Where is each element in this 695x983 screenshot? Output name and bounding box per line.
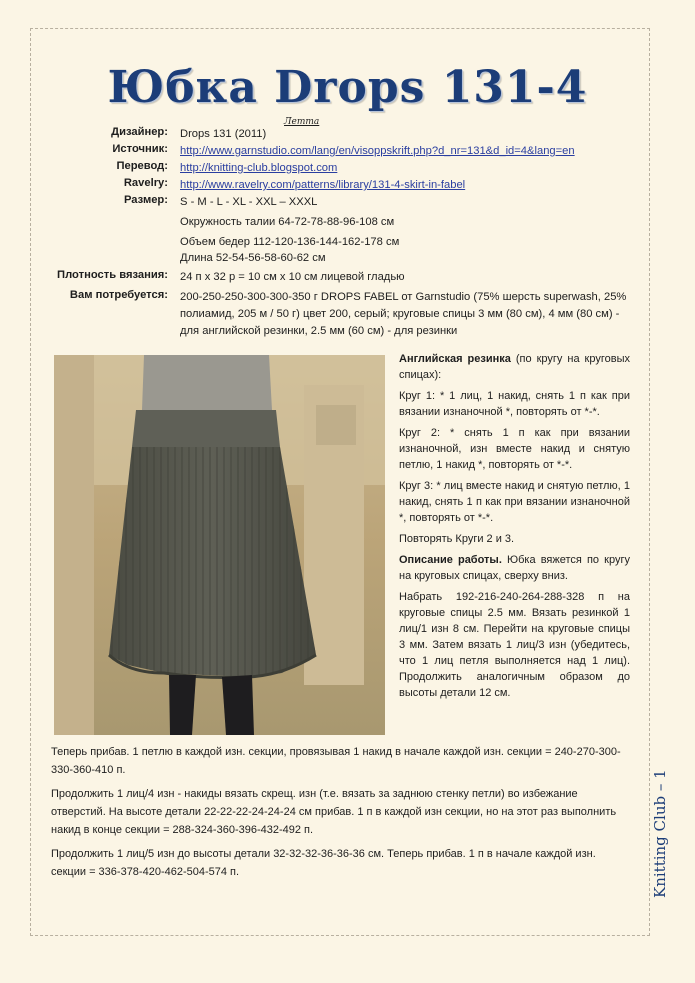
size-label: Размер:: [123, 194, 168, 206]
skirt-photo: [54, 355, 385, 735]
footer-brand: [651, 769, 669, 898]
top-shirt: [142, 355, 272, 410]
bottom-p3: Продолжить 1 лиц/5 изн до высоты детали 32-32-32-36-36-36 см. Теперь прибав. 1 п в начале каждой изн. секции = 336-378-420-462-504-574 п.: [51, 848, 596, 878]
left-leg: [169, 675, 196, 735]
round-1: Круг 1: * 1 лиц, 1 накид, снять 1 п как при вязании изнаночной *, повторять от *-*.: [399, 390, 630, 418]
author-note: Летта: [284, 117, 320, 127]
desc-text: Юбка вяжется по кругу на круговых спицах, сверху вниз.: [399, 554, 630, 582]
materials-label: Вам потребуется:: [69, 289, 168, 301]
hips-value: Объем бедер 112-120-136-144-162-178 см: [180, 236, 400, 248]
gauge-value: 24 п x 32 р = 10 см x 10 см лицевой гладью: [180, 271, 405, 283]
source-label: Источник:: [112, 143, 168, 155]
size-value: S - M - L - XL - XXL – XXXL: [180, 196, 318, 208]
designer-value: Drops 131 (2011): [180, 128, 267, 140]
rib-intro: (по кругу на круговых спицах):: [399, 353, 630, 381]
bottom-p1: Теперь прибав. 1 петлю в каждой изн. секции, провязывая 1 накид в начале каждой изн. секции = 240-270-300-330-360-410 п.: [51, 746, 621, 776]
bottom-instructions: [51, 743, 631, 887]
page-title: Юбка Drops 131-4: [107, 62, 588, 113]
round-3: Круг 3: * лиц вместе накид и снятую петлю, 1 накид, снять 1 п как при вязании изнаночной *, повторять от *-*.: [399, 480, 630, 524]
gauge-label: Плотность вязания:: [57, 269, 168, 281]
materials-value: 200-250-250-300-300-350 г DROPS FABEL от Garnstudio (75% шерсть superwash, 25% полиамид, 205 м / 50 г) цвет 200, серый; круговые спицы 3 мм (80 см), 4 мм (80 см) - для английской резинки, 2.5 мм (60 см) - для резинки: [180, 291, 627, 337]
source-link[interactable]: http://www.garnstudio.com/lang/en/visoppskrift.php?d_nr=131&d_id=4&lang=en: [180, 145, 575, 157]
rib-title: Английская резинка: [399, 353, 511, 365]
ravelry-link[interactable]: http://www.ravelry.com/patterns/library/131-4-skirt-in-fabel: [180, 179, 466, 191]
round-2: Круг 2: * снять 1 п как при вязании изнаночной, изн вместе накид и снятую петлю, 1 накид *, повторять от *-*.: [399, 427, 630, 471]
waistband: [132, 410, 280, 447]
footer-page-number: – 1: [651, 769, 669, 792]
cast-on: Набрать 192-216-240-264-288-328 п на круговые спицы 2.5 мм. Вязать резинкой 1 лиц/1 изн 8 см. Перейти на круговые спицы 3 мм. Затем вязать 1 лиц/3 изн (убедитесь, что 1 лиц петля выполняется над 1 лиц). Продолжить аналогичным образом до высоты детали 12 см.: [399, 591, 630, 699]
length-value: Длина 52-54-56-58-60-62 см: [180, 252, 326, 264]
bottom-p2: Продолжить 1 лиц/4 изн - накиды вязать скрещ. изн (т.е. вязать за заднюю стенку петли) во избежание отверстий. На высоте детали 22-22-22-24-24-24 см прибав. 1 п в каждой изн секции, но на этот раз выполнить накид в конце секции = 288-324-360-396-432-492 п.: [51, 788, 617, 836]
translation-label: Перевод:: [116, 160, 168, 172]
designer-label: Дизайнер:: [111, 126, 168, 138]
translation-link[interactable]: http://knitting-club.blogspot.com: [180, 162, 338, 174]
footer-brand-name: Knitting Club: [651, 795, 669, 898]
right-leg: [222, 675, 254, 735]
rib-instructions: [399, 351, 630, 706]
repeat-note: Повторять Круги 2 и 3.: [399, 533, 515, 545]
waist-value: Окружность талии 64-72-78-88-96-108 см: [180, 216, 395, 228]
ravelry-label: Ravelry:: [123, 177, 168, 189]
desc-title: Описание работы.: [399, 554, 502, 566]
